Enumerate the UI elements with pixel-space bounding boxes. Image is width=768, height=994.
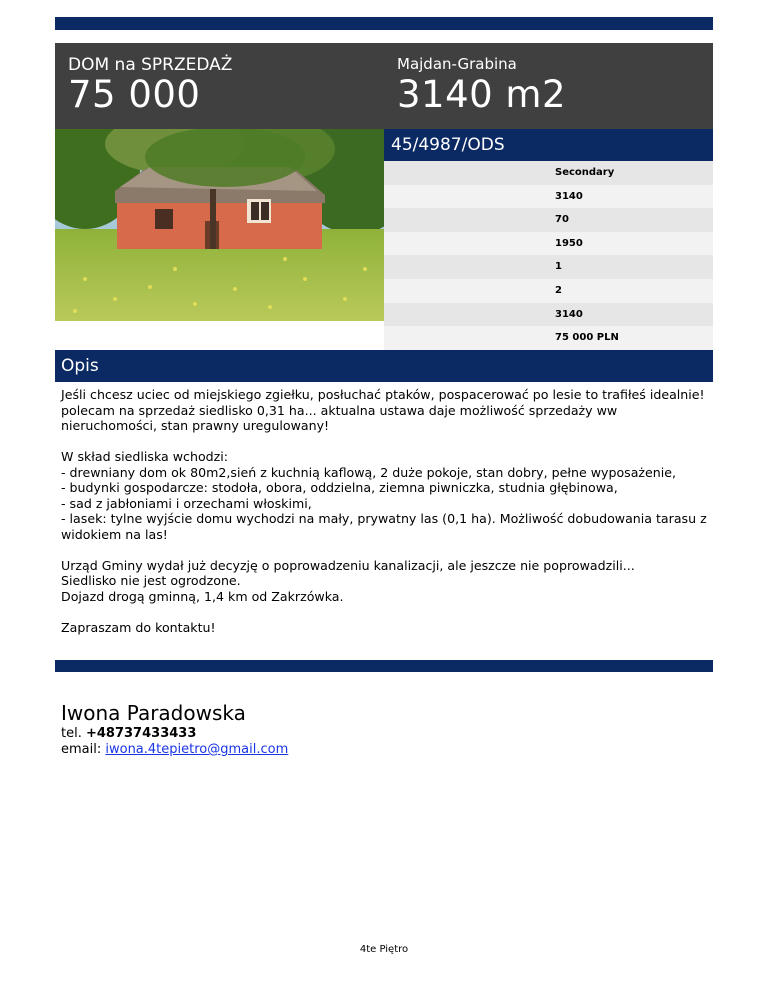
divider-bar xyxy=(55,660,713,672)
top-decorative-bar xyxy=(55,17,713,30)
description-paragraph: Jeśli chcesz uciec od miejskiego zgiełku, posłuchać ptaków, pospacerować po lesie to trafiłeś idealnie! polecam na sprzedaż siedlisko 0,31 ha... aktualna ustawa daje możliwość sprzedaży ww nieruchomości, stan prawny uregulowany! xyxy=(61,387,705,433)
description-paragraph: Zapraszam do kontaktu! xyxy=(61,619,216,635)
detail-plot-area: 3140 xyxy=(555,190,583,202)
details-table xyxy=(384,161,713,350)
description-body xyxy=(61,387,711,651)
description-header xyxy=(55,350,713,382)
detail-row xyxy=(384,279,713,303)
agent-email-link[interactable]: iwona.4tepietro@gmail.com xyxy=(105,742,289,757)
reference-bar xyxy=(384,129,713,161)
detail-row xyxy=(384,303,713,327)
listing-header xyxy=(55,43,713,129)
detail-row xyxy=(384,232,713,256)
detail-row xyxy=(384,326,713,350)
agent-name: Iwona Paradowska xyxy=(61,701,246,725)
detail-market: Secondary xyxy=(555,167,615,178)
detail-row xyxy=(384,255,713,279)
agent-phone: +48737433433 xyxy=(85,726,197,741)
detail-year-built: 1950 xyxy=(555,237,583,249)
detail-row xyxy=(384,208,713,232)
agent-phone-line xyxy=(61,726,701,742)
detail-floors: 1 xyxy=(555,261,562,273)
offer-location: Majdan-Grabina xyxy=(397,55,517,73)
email-label: email: xyxy=(61,742,106,757)
description-paragraph: Urząd Gminy wydał już decyzję o poprowadzeniu kanalizacji, ale jeszcze nie poprowadzili... Siedlisko nie jest ogrodzone. Dojazd drogą gminną, 1,4 km od Zakrzówka. xyxy=(61,557,635,604)
agent-email-line xyxy=(61,742,701,758)
phone-label: tel. xyxy=(61,726,86,741)
detail-usable-area: 70 xyxy=(555,214,569,226)
offer-price: 75 000 xyxy=(68,73,201,116)
offer-type: DOM na SPRZEDAŻ xyxy=(68,55,233,75)
detail-row xyxy=(384,185,713,209)
offer-area: 3140 m2 xyxy=(397,73,567,116)
detail-price: 75 000 PLN xyxy=(555,332,619,344)
reference-number: 45/4987/ODS xyxy=(391,135,505,155)
description-paragraph: W skład siedliska wchodzi: - drewniany dom ok 80m2,sień z kuchnią kaflową, 2 duże pokoje, stan dobry, pełne wyposażenie, - budynki gospodarcze: stodoła, obora, oddzielna, ziemna piwniczka, studnia głębinowa, - sad z jabłoniami i orzechami włoskimi, - lasek: tylne wyjście domu wychodzi na mały, prywatny las (0,1 ha). Możliwość dobudowania tarasu z widokiem na las! xyxy=(61,449,707,542)
agent-contact xyxy=(61,700,701,758)
detail-area: 3140 xyxy=(555,308,583,320)
house-photo xyxy=(55,129,384,321)
detail-rooms: 2 xyxy=(555,284,562,296)
description-title: Opis xyxy=(61,356,99,376)
footer-brand: 4te Piętro xyxy=(359,944,409,955)
detail-row xyxy=(384,161,713,185)
